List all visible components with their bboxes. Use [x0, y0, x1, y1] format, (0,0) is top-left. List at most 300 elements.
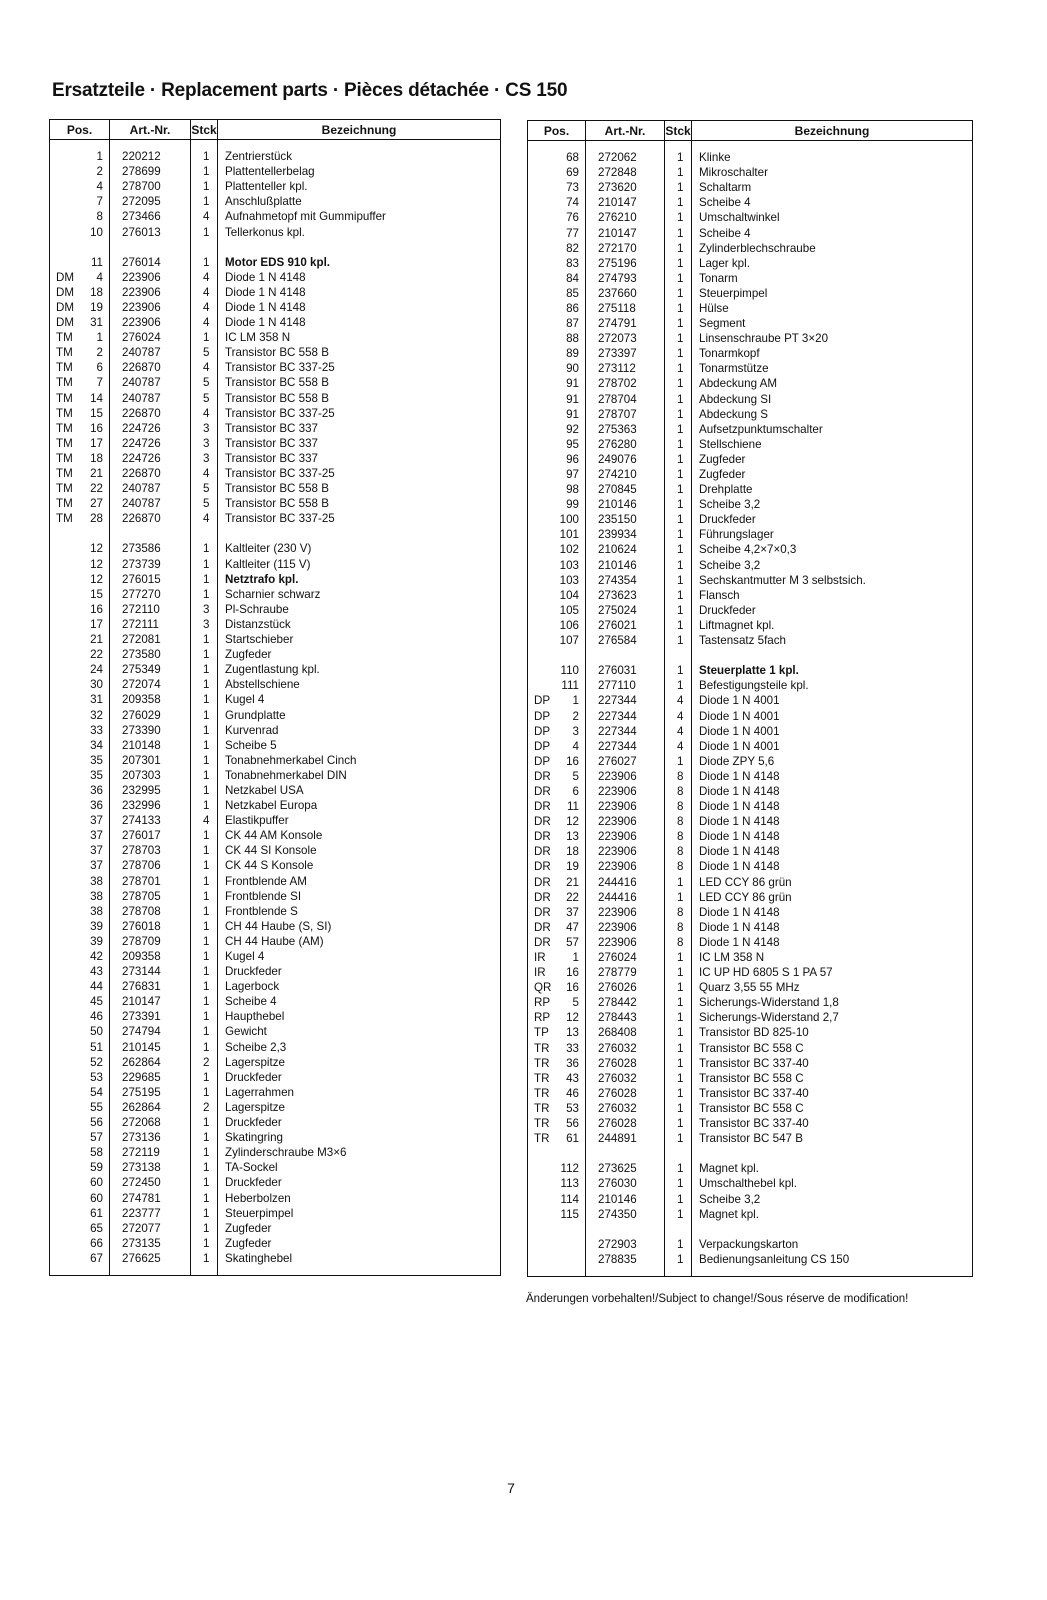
- cell-qty: 1: [191, 677, 218, 692]
- cell-num: 112: [554, 1161, 586, 1176]
- table-row: [528, 437, 973, 452]
- cell-qty: 8: [665, 784, 692, 799]
- cell-desc: Zugfeder: [699, 468, 746, 482]
- cell-num: 16: [554, 980, 586, 995]
- cell-pfx: TM: [56, 376, 73, 390]
- cell-qty: 1: [191, 874, 218, 889]
- table-row: [528, 708, 973, 723]
- cell-art: 276032: [586, 1041, 665, 1056]
- cell-num: 21: [76, 466, 110, 481]
- cell-qty: 1: [665, 497, 692, 512]
- cell-pfx: TM: [56, 436, 73, 450]
- table-row: [50, 140, 501, 165]
- cell-qty: 1: [665, 301, 692, 316]
- cell-art: 249076: [586, 452, 665, 467]
- cell-qty: 1: [191, 1236, 218, 1251]
- header-pos: Pos.: [528, 121, 586, 141]
- table-row: [50, 240, 501, 255]
- cell-pfx: [528, 663, 554, 678]
- cell-desc: Transistor BC 558 B: [225, 391, 329, 405]
- cell-art: 272111: [110, 617, 191, 632]
- cell-num: 7: [76, 194, 110, 209]
- cell-desc: Frontblende SI: [225, 889, 302, 903]
- cell-num: [76, 526, 110, 541]
- cell-qty: 1: [665, 542, 692, 557]
- cell-art: 272068: [110, 1115, 191, 1130]
- cell-num: 55: [76, 1100, 110, 1115]
- table-row: [528, 588, 973, 603]
- cell-qty: 1: [191, 858, 218, 873]
- header-art: Art.-Nr.: [110, 120, 191, 140]
- cell-qty: 1: [665, 180, 692, 195]
- cell-desc: Scheibe 3,2: [699, 498, 761, 512]
- cell-art: 237660: [586, 286, 665, 301]
- cell-qty: 1: [191, 1221, 218, 1236]
- cell-qty: 1: [191, 934, 218, 949]
- cell-art: 278706: [110, 858, 191, 873]
- cell-art: 209358: [110, 692, 191, 707]
- cell-num: 39: [76, 934, 110, 949]
- cell-pfx: DP: [534, 709, 551, 723]
- table-row: [50, 541, 501, 556]
- table-row: [528, 180, 973, 195]
- cell-art: 273625: [586, 1161, 665, 1176]
- cell-qty: 1: [665, 1237, 692, 1252]
- cell-desc: Diode 1 N 4148: [699, 920, 780, 934]
- cell-desc: CK 44 SI Konsole: [225, 844, 317, 858]
- cell-art: 223906: [586, 844, 665, 859]
- table-row: [528, 573, 973, 588]
- table-row: [528, 799, 973, 814]
- cell-pfx: [50, 194, 76, 209]
- cell-num: 21: [554, 875, 586, 890]
- cell-art: 276024: [586, 950, 665, 965]
- cell-num: 37: [76, 843, 110, 858]
- cell-num: 1: [76, 330, 110, 345]
- cell-pfx: [528, 437, 554, 452]
- table-row: [528, 859, 973, 874]
- table-row: [50, 164, 501, 179]
- cell-pfx: [528, 573, 554, 588]
- table-row: [528, 1041, 973, 1056]
- cell-pfx: [50, 602, 76, 617]
- cell-pfx: [50, 179, 76, 194]
- cell-pfx: [50, 1070, 76, 1085]
- cell-num: 18: [554, 844, 586, 859]
- cell-art: 276032: [586, 1071, 665, 1086]
- cell-art: 272077: [110, 1221, 191, 1236]
- cell-qty: 8: [665, 829, 692, 844]
- cell-desc: Motor EDS 910 kpl.: [225, 255, 331, 269]
- cell-art: [586, 648, 665, 663]
- cell-art: 268408: [586, 1025, 665, 1040]
- cell-desc: Liftmagnet kpl.: [699, 618, 775, 632]
- cell-num: 91: [554, 392, 586, 407]
- cell-pfx: [528, 1252, 554, 1277]
- cell-qty: 1: [665, 995, 692, 1010]
- cell-desc: IC LM 358 N: [699, 951, 765, 965]
- cell-qty: 1: [665, 392, 692, 407]
- table-row: [528, 422, 973, 437]
- cell-qty: 1: [191, 587, 218, 602]
- cell-art: 273620: [586, 180, 665, 195]
- cell-num: 36: [554, 1056, 586, 1071]
- cell-qty: 1: [191, 904, 218, 919]
- cell-desc: Magnet kpl.: [699, 1162, 759, 1176]
- cell-desc: Aufnahmetopf mit Gummipuffer: [225, 210, 386, 224]
- cell-desc: Mikroschalter: [699, 166, 768, 180]
- cell-qty: 1: [665, 331, 692, 346]
- table-row: [50, 1130, 501, 1145]
- cell-pfx: QR: [534, 981, 552, 995]
- table-row: [528, 195, 973, 210]
- cell-art: 275349: [110, 662, 191, 677]
- cell-desc: Abdeckung S: [699, 407, 768, 421]
- cell-pfx: [50, 874, 76, 889]
- cell-art: 273390: [110, 723, 191, 738]
- cell-num: 103: [554, 573, 586, 588]
- cell-desc: Aufsetzpunktumschalter: [699, 422, 823, 436]
- table-row: [528, 1025, 973, 1040]
- cell-pfx: [50, 209, 76, 224]
- cell-pfx: [50, 1251, 76, 1276]
- cell-desc: Diode 1 N 4148: [699, 845, 780, 859]
- cell-desc: Führungslager: [699, 528, 774, 542]
- table-row: [528, 995, 973, 1010]
- table-row: [528, 482, 973, 497]
- table-row: [50, 979, 501, 994]
- cell-qty: [665, 1146, 692, 1161]
- table-row: [50, 300, 501, 315]
- cell-art: 244416: [586, 875, 665, 890]
- cell-art: 278702: [586, 376, 665, 391]
- cell-pfx: [50, 979, 76, 994]
- cell-art: 278835: [586, 1252, 665, 1277]
- cell-desc: Umschaltwinkel: [699, 211, 780, 225]
- cell-num: [554, 1237, 586, 1252]
- cell-qty: 1: [665, 618, 692, 633]
- cell-desc: CK 44 AM Konsole: [225, 829, 323, 843]
- table-row: [528, 1116, 973, 1131]
- cell-qty: 8: [665, 769, 692, 784]
- cell-qty: 1: [665, 890, 692, 905]
- cell-num: 37: [76, 828, 110, 843]
- cell-num: 22: [76, 481, 110, 496]
- cell-pfx: [50, 798, 76, 813]
- cell-qty: 4: [665, 693, 692, 708]
- cell-desc: Klinke: [699, 151, 731, 165]
- cell-qty: 1: [665, 271, 692, 286]
- cell-desc: Transistor BC 337-25: [225, 406, 335, 420]
- table-row: [50, 1145, 501, 1160]
- cell-num: 100: [554, 512, 586, 527]
- cell-qty: 3: [191, 617, 218, 632]
- table-row: [528, 301, 973, 316]
- table-row: [50, 828, 501, 843]
- cell-qty: 1: [191, 1115, 218, 1130]
- cell-art: 270845: [586, 482, 665, 497]
- cell-num: 16: [554, 754, 586, 769]
- cell-qty: 3: [191, 602, 218, 617]
- table-row: [50, 406, 501, 421]
- cell-num: 66: [76, 1236, 110, 1251]
- cell-desc: Scheibe 4: [225, 995, 277, 1009]
- cell-art: 240787: [110, 481, 191, 496]
- cell-num: 61: [76, 1206, 110, 1221]
- cell-art: 232996: [110, 798, 191, 813]
- table-row: [50, 798, 501, 813]
- cell-qty: 1: [191, 1145, 218, 1160]
- cell-desc: Heberbolzen: [225, 1191, 291, 1205]
- footnote: Änderungen vorbehalten!/Subject to change!/Sous réserve de modification!: [526, 1293, 909, 1305]
- cell-desc: Anschlußplatte: [225, 195, 302, 209]
- cell-art: 272170: [586, 241, 665, 256]
- cell-qty: 1: [665, 241, 692, 256]
- cell-art: 210147: [110, 994, 191, 1009]
- cell-qty: 5: [191, 496, 218, 511]
- cell-art: 210145: [110, 1040, 191, 1055]
- cell-qty: [191, 526, 218, 541]
- cell-pfx: DR: [534, 800, 551, 814]
- cell-pfx: [528, 256, 554, 271]
- cell-num: 35: [76, 753, 110, 768]
- cell-qty: 3: [191, 436, 218, 451]
- cell-qty: 4: [191, 360, 218, 375]
- cell-art: 227344: [586, 739, 665, 754]
- cell-pfx: DR: [534, 920, 551, 934]
- cell-desc: Haupthebel: [225, 1010, 285, 1024]
- table-row: [50, 889, 501, 904]
- cell-desc: Diode 1 N 4148: [699, 769, 780, 783]
- cell-desc: Diode 1 N 4148: [699, 784, 780, 798]
- cell-desc: Tonarmkopf: [699, 347, 760, 361]
- cell-qty: 4: [191, 300, 218, 315]
- cell-art: 210146: [586, 1191, 665, 1206]
- page-number: 7: [507, 1480, 515, 1496]
- table-row: [50, 1100, 501, 1115]
- cell-desc: Abdeckung AM: [699, 377, 777, 391]
- cell-desc: IC UP HD 6805 S 1 PA 57: [699, 966, 833, 980]
- table-row: [50, 391, 501, 406]
- cell-qty: [665, 648, 692, 663]
- cell-qty: 1: [665, 603, 692, 618]
- cell-pfx: [50, 813, 76, 828]
- cell-art: 262864: [110, 1055, 191, 1070]
- cell-num: 53: [554, 1101, 586, 1116]
- cell-pfx: [50, 1009, 76, 1024]
- cell-qty: 1: [665, 361, 692, 376]
- header-desc: Bezeichnung: [218, 120, 501, 140]
- cell-num: 96: [554, 452, 586, 467]
- cell-desc: Steuerpimpel: [699, 286, 768, 300]
- table-row: [50, 949, 501, 964]
- cell-qty: 1: [191, 753, 218, 768]
- header-qty: Stck: [191, 120, 218, 140]
- cell-pfx: [50, 707, 76, 722]
- cell-qty: 5: [191, 391, 218, 406]
- cell-desc: Tastensatz 5fach: [699, 634, 787, 648]
- cell-qty: 1: [665, 633, 692, 648]
- cell-art: 272074: [110, 677, 191, 692]
- cell-desc: Kugel 4: [225, 950, 265, 964]
- cell-qty: 1: [665, 1086, 692, 1101]
- table-row: [528, 497, 973, 512]
- cell-art: 276210: [586, 210, 665, 225]
- cell-pfx: [528, 467, 554, 482]
- cell-num: 46: [554, 1086, 586, 1101]
- table-row: [50, 768, 501, 783]
- cell-num: 36: [76, 798, 110, 813]
- table-row: [50, 375, 501, 390]
- table-row: [50, 843, 501, 858]
- cell-desc: Elastikpuffer: [225, 814, 289, 828]
- table-row: [50, 994, 501, 1009]
- table-row: [528, 980, 973, 995]
- cell-qty: 1: [665, 1131, 692, 1146]
- cell-art: 272095: [110, 194, 191, 209]
- cell-num: 24: [76, 662, 110, 677]
- cell-art: 224726: [110, 421, 191, 436]
- cell-art: 210147: [586, 195, 665, 210]
- cell-art: 276280: [586, 437, 665, 452]
- cell-qty: 1: [665, 482, 692, 497]
- cell-art: 272073: [586, 331, 665, 346]
- cell-num: 101: [554, 527, 586, 542]
- cell-pfx: [50, 541, 76, 556]
- cell-art: 224726: [110, 451, 191, 466]
- cell-pfx: [50, 1175, 76, 1190]
- cell-desc: Sechskantmutter M 3 selbstsich.: [699, 573, 866, 587]
- cell-pfx: DR: [534, 784, 551, 798]
- cell-desc: Scheibe 4: [699, 196, 751, 210]
- cell-desc: Diode 1 N 4001: [699, 724, 780, 738]
- cell-num: 56: [76, 1115, 110, 1130]
- cell-pfx: [50, 1085, 76, 1100]
- cell-art: 273391: [110, 1009, 191, 1024]
- cell-qty: 1: [191, 557, 218, 572]
- cell-qty: 1: [665, 452, 692, 467]
- cell-qty: 5: [191, 345, 218, 360]
- table-row: [528, 256, 973, 271]
- cell-num: 86: [554, 301, 586, 316]
- cell-desc: Transistor BC 558 B: [225, 482, 329, 496]
- cell-pfx: [528, 588, 554, 603]
- table-row: [50, 874, 501, 889]
- cell-art: 207301: [110, 753, 191, 768]
- cell-pfx: RP: [534, 996, 551, 1010]
- cell-qty: 1: [665, 1207, 692, 1222]
- table-row: [528, 407, 973, 422]
- cell-num: 14: [76, 391, 110, 406]
- cell-desc: Scheibe 3,2: [699, 558, 761, 572]
- cell-qty: [665, 1222, 692, 1237]
- cell-pfx: [50, 557, 76, 572]
- cell-qty: 1: [191, 964, 218, 979]
- cell-desc: Lagerspitze: [225, 1055, 285, 1069]
- cell-num: 30: [76, 677, 110, 692]
- table-row: [528, 1222, 973, 1237]
- cell-art: 275024: [586, 603, 665, 618]
- cell-art: 274794: [110, 1024, 191, 1039]
- cell-art: 273397: [586, 346, 665, 361]
- table-row: [528, 558, 973, 573]
- cell-art: 223906: [586, 920, 665, 935]
- cell-art: 273623: [586, 588, 665, 603]
- cell-num: 61: [554, 1131, 586, 1146]
- table-row: [50, 1236, 501, 1251]
- table-row: [528, 331, 973, 346]
- cell-art: 273586: [110, 541, 191, 556]
- cell-desc: Diode 1 N 4001: [699, 694, 780, 708]
- table-row: [528, 905, 973, 920]
- table-row: [50, 557, 501, 572]
- cell-qty: 1: [191, 738, 218, 753]
- cell-num: 35: [76, 768, 110, 783]
- table-row: [50, 481, 501, 496]
- cell-qty: 1: [665, 225, 692, 240]
- cell-desc: Linsenschraube PT 3×20: [699, 332, 829, 346]
- cell-qty: [191, 240, 218, 255]
- cell-desc: Flansch: [699, 588, 740, 602]
- table-row: [528, 1146, 973, 1161]
- table-row: [50, 572, 501, 587]
- table-row: [50, 421, 501, 436]
- cell-num: 77: [554, 225, 586, 240]
- cell-desc: Diode 1 N 4148: [699, 800, 780, 814]
- cell-desc: Druckfeder: [699, 513, 756, 527]
- table-row: [50, 919, 501, 934]
- cell-qty: 1: [665, 376, 692, 391]
- cell-art: 272081: [110, 632, 191, 647]
- table-row: [50, 1160, 501, 1175]
- cell-pfx: [528, 407, 554, 422]
- table-row: [50, 255, 501, 270]
- cell-qty: 4: [191, 406, 218, 421]
- cell-qty: 5: [191, 375, 218, 390]
- cell-qty: 1: [665, 1010, 692, 1025]
- table-row: [528, 1237, 973, 1252]
- cell-art: 274210: [586, 467, 665, 482]
- cell-desc: Startschieber: [225, 633, 294, 647]
- cell-num: 12: [554, 1010, 586, 1025]
- cell-num: [76, 240, 110, 255]
- table-row: [528, 1191, 973, 1206]
- cell-pfx: [50, 255, 76, 270]
- cell-art: 278700: [110, 179, 191, 194]
- cell-pfx: [50, 753, 76, 768]
- table-row: [528, 739, 973, 754]
- cell-art: 210147: [586, 225, 665, 240]
- cell-num: 12: [76, 541, 110, 556]
- cell-pfx: [50, 858, 76, 873]
- cell-art: 272062: [586, 141, 665, 166]
- cell-pfx: [50, 964, 76, 979]
- cell-num: 92: [554, 422, 586, 437]
- cell-art: 276017: [110, 828, 191, 843]
- cell-num: 76: [554, 210, 586, 225]
- cell-qty: 4: [191, 270, 218, 285]
- cell-pfx: [50, 526, 76, 541]
- table-row: [528, 512, 973, 527]
- cell-desc: Abstellschiene: [225, 678, 300, 692]
- cell-desc: LED CCY 86 grün: [699, 875, 792, 889]
- cell-pfx: DP: [534, 724, 551, 738]
- cell-num: 18: [76, 451, 110, 466]
- cell-qty: 1: [191, 994, 218, 1009]
- cell-pfx: [528, 648, 554, 663]
- cell-qty: 1: [191, 1009, 218, 1024]
- cell-pfx: [528, 165, 554, 180]
